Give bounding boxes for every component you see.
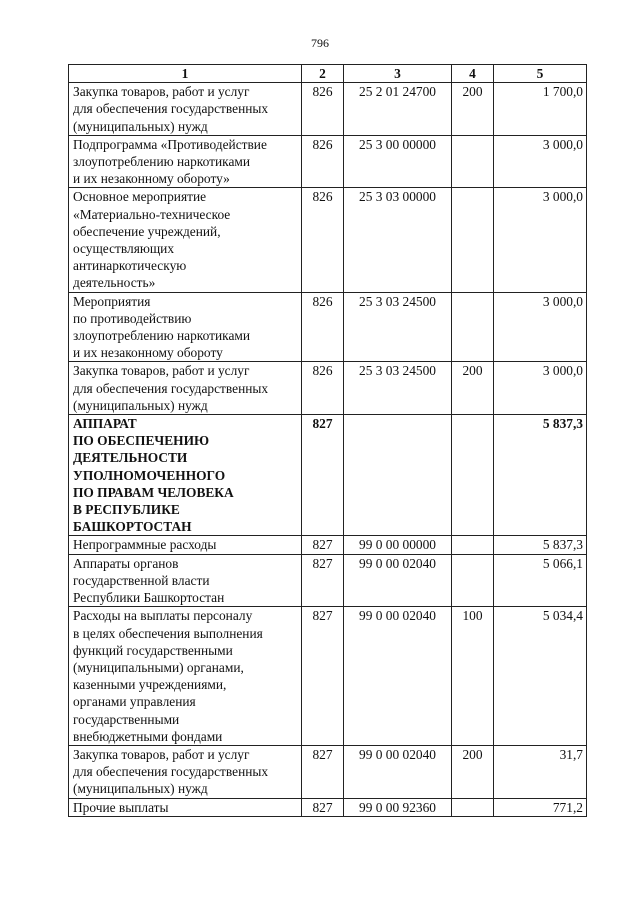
table-header-row	[69, 65, 587, 83]
amount-cell: 5 034,4	[494, 607, 587, 746]
table-row	[69, 554, 587, 607]
expense-type-cell: 100	[452, 607, 494, 746]
ministry-code-cell: 827	[302, 798, 344, 816]
expense-type-cell	[452, 536, 494, 554]
expense-type-cell: 200	[452, 745, 494, 798]
table-row	[69, 415, 587, 536]
target-article-cell	[344, 415, 452, 536]
table-row	[69, 188, 587, 292]
row-name-cell: Расходы на выплаты персоналу в целях обеспечения выполнения функций государственными (муниципальными) органами, казенными учреждениями, органами управления государственными внебюджетными фондами	[69, 607, 302, 746]
row-name-cell: Подпрограмма «Противодействие злоупотреблению наркотиками и их незаконному обороту»	[69, 135, 302, 188]
table-row	[69, 607, 587, 746]
table-row	[69, 362, 587, 415]
target-article-cell: 25 3 00 00000	[344, 135, 452, 188]
table-row	[69, 135, 587, 188]
budget-table	[68, 64, 587, 817]
target-article-cell: 99 0 00 92360	[344, 798, 452, 816]
target-article-cell: 99 0 00 00000	[344, 536, 452, 554]
ministry-code-cell: 826	[302, 362, 344, 415]
ministry-code-cell: 827	[302, 745, 344, 798]
row-name-cell: Основное мероприятие «Материально-техническое обеспечение учреждений, осуществляющих антинаркотическую деятельность»	[69, 188, 302, 292]
ministry-code-cell: 827	[302, 536, 344, 554]
target-article-cell: 99 0 00 02040	[344, 607, 452, 746]
amount-cell: 5 066,1	[494, 554, 587, 607]
ministry-code-cell: 826	[302, 83, 344, 136]
table-row	[69, 83, 587, 136]
column-header: 1	[69, 65, 302, 83]
expense-type-cell	[452, 188, 494, 292]
amount-cell: 3 000,0	[494, 292, 587, 362]
target-article-cell: 99 0 00 02040	[344, 745, 452, 798]
ministry-code-cell: 826	[302, 188, 344, 292]
table-row	[69, 536, 587, 554]
expense-type-cell: 200	[452, 362, 494, 415]
row-name-cell: Аппараты органов государственной власти Республики Башкортостан	[69, 554, 302, 607]
row-name-cell: Мероприятия по противодействию злоупотреблению наркотиками и их незаконному обороту	[69, 292, 302, 362]
ministry-code-cell: 827	[302, 554, 344, 607]
target-article-cell: 25 2 01 24700	[344, 83, 452, 136]
row-name-cell: Прочие выплаты	[69, 798, 302, 816]
target-article-cell: 25 3 03 24500	[344, 362, 452, 415]
expense-type-cell	[452, 798, 494, 816]
row-name-cell: Непрограммные расходы	[69, 536, 302, 554]
expense-type-cell	[452, 415, 494, 536]
table-row	[69, 798, 587, 816]
row-name-cell: Закупка товаров, работ и услуг для обеспечения государственных (муниципальных) нужд	[69, 362, 302, 415]
amount-cell: 1 700,0	[494, 83, 587, 136]
amount-cell: 5 837,3	[494, 536, 587, 554]
amount-cell: 3 000,0	[494, 362, 587, 415]
amount-cell: 31,7	[494, 745, 587, 798]
ministry-code-cell: 827	[302, 415, 344, 536]
row-name-cell: Закупка товаров, работ и услуг для обеспечения государственных (муниципальных) нужд	[69, 745, 302, 798]
table-row	[69, 745, 587, 798]
column-header: 3	[344, 65, 452, 83]
column-header: 5	[494, 65, 587, 83]
table-row	[69, 292, 587, 362]
ministry-code-cell: 827	[302, 607, 344, 746]
target-article-cell: 99 0 00 02040	[344, 554, 452, 607]
target-article-cell: 25 3 03 00000	[344, 188, 452, 292]
expense-type-cell	[452, 292, 494, 362]
amount-cell: 771,2	[494, 798, 587, 816]
amount-cell: 5 837,3	[494, 415, 587, 536]
amount-cell: 3 000,0	[494, 135, 587, 188]
expense-type-cell	[452, 135, 494, 188]
expense-type-cell	[452, 554, 494, 607]
ministry-code-cell: 826	[302, 135, 344, 188]
target-article-cell: 25 3 03 24500	[344, 292, 452, 362]
page-number: 796	[311, 36, 329, 50]
row-name-cell: АППАРАТ ПО ОБЕСПЕЧЕНИЮ ДЕЯТЕЛЬНОСТИ УПОЛНОМОЧЕННОГО ПО ПРАВАМ ЧЕЛОВЕКА В РЕСПУБЛИКЕ БАШКОРТОСТАН	[69, 415, 302, 536]
expense-type-cell: 200	[452, 83, 494, 136]
column-header: 2	[302, 65, 344, 83]
column-header: 4	[452, 65, 494, 83]
amount-cell: 3 000,0	[494, 188, 587, 292]
row-name-cell: Закупка товаров, работ и услуг для обеспечения государственных (муниципальных) нужд	[69, 83, 302, 136]
ministry-code-cell: 826	[302, 292, 344, 362]
